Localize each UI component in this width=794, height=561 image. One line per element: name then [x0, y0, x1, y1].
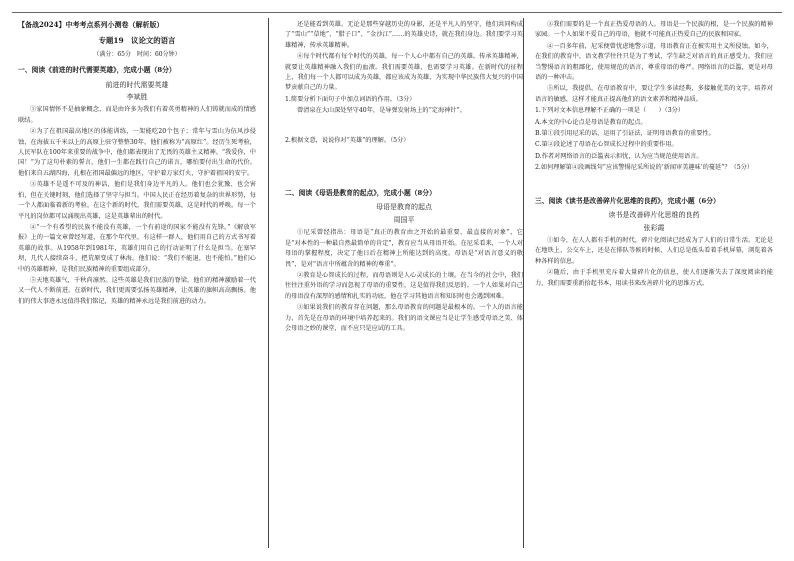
question-2: 2.根据文意，说说你对“英雄”的理解。（5分）	[285, 136, 410, 144]
question-2: 2.如何理解第④段画线句“应该警惕尼采所说的‘新闻审美趣味’的蔓延”？（5分）	[535, 164, 754, 172]
topic-title: 专题19 议论文的语言	[98, 36, 176, 46]
paragraph: ⑤天地英雄气，千秋尚凛然。这些英雄是我们民族的脊梁，他们的精神激励着一代又一代人不断前进。在新时代，我们更需要弘扬英雄精神，让英雄的旗帜高高飘扬。他们的伟大事迹永远值得我们铭记，英雄的精神永远是我们前进的动力。	[18, 276, 256, 305]
paragraph: ⑥每个时代都有每个时代的英雄，每一个人心中都有自己的英雄。传承英雄精神，就要让英雄精神融入我们的血液。我们需要英雄，也需要学习英雄。在新时代的征程上，我们每一个人都可以成为英雄，都应该成为英雄，为实现中华民族伟大复兴的中国梦贡献自己的力量。	[285, 53, 523, 92]
option-a: A.本文的中心论点是母语是教育的起点。	[535, 118, 647, 126]
paragraph: ①尼采曾经指出：母语是“真正的教育由之开始的最重要、最直接的对象”，它是“对本性的一种最自然最简单的肯定”，教育应当从母语开始。在尼采看来，一个人对母语的掌握程度，决定了他日后在精神上所能达到的高度。母语是“对语言意义的敬畏”，是对“语言中所蕴含的精神的尊重”。	[285, 229, 523, 268]
article-3-title: 读书是改善碎片化思维的良药	[608, 211, 700, 220]
question-1-sentence: 曾清泉在大山深处坚守40年，是导弹发射场上的“定海神针”。	[297, 107, 466, 115]
answer-space	[535, 175, 773, 193]
question-1: 1.简要分析下面句子中加点词语的作用。（3分）	[285, 95, 416, 103]
column-2	[285, 20, 523, 335]
article-1-title: 前进的时代需要英雄	[105, 80, 169, 89]
paragraph: ②教育是心智成长的过程，而母语则是人心灵成长的土壤。在当今的社会中，我们往往注重外语的学习而忽视了母语的重要性，这是值得我们反思的。一个人如果对自己的母语没有深厚的感情和扎实的功底，他在学习其他语言和知识时也会遇到困难。	[285, 271, 523, 300]
paragraph: ②为了在祖国最高地区的体能训练，一架能吃20个包子；常年与雪山为伍风沙侵蚀，在海拔五千米以上的高原上驻守整整30年，他们被称为“高原红”。经历生死考验，人民军队在100年来重要的战争中，他们都表现出了无畏的英雄主义精神。“我爱你，中国！”为了这句朴素的誓言，他们一生都在践行自己的诺言，哪怕要付出生命的代价。他们来自五湖四海，扎根在祖国最偏远的地区，守护着万家灯火，守护着祖国的安宁。	[18, 128, 256, 177]
article-3-author: 张彩霞	[643, 223, 665, 232]
section-2-heading: 二、阅读《母语是教育的起点》，完成小题（8分）	[285, 189, 436, 198]
section-3-heading: 三、阅读《读书是改善碎片化思维的良药》，完成小题（6分）	[535, 196, 720, 205]
paragraph: ③我们需要的是一个真正热爱母语的人。母语是一个民族的根，是一个民族的精神家园。一个人如果不爱自己的母语，他就不可能真正热爱自己的民族和国家。	[535, 21, 773, 39]
paragraph: ②随后，由于手机里充斥着大量碎片化的信息，使人们逐渐失去了深度阅读的能力，我们需要重新拾起书本，用读书来改善碎片化的思维方式。	[535, 269, 773, 287]
option-b: B.第①段引用尼采的话，运用了引证法，证明母语教育的重要性。	[535, 130, 715, 138]
document-header-title: 【备战2024】中考考点系列小测卷（解析版）	[18, 20, 164, 29]
article-2-author: 周国平	[393, 215, 415, 224]
paragraph: ③英雄不是遥不可及的神话，他们是我们身边平凡的人。他们也会犹豫、也会害怕，但在关键时刻，他们选择了坚守与担当。中国人民正在经历着复杂的世界形势，每一个人都面临着新的考验。在这个新的时代，我们需要英雄，这是时代的呼唤。每一个平凡的岗位都可以涌现出英雄，这是英雄辈出的时代。	[18, 181, 256, 220]
column-1	[18, 20, 256, 308]
article-2-title: 母语是教育的起点	[376, 203, 432, 212]
column-3	[535, 20, 773, 290]
paragraph: ⑤所以，我提倡，在母语教育中，要让学生多读经典，多接触优美的文字，培养对语言的敏感，这样才能真正提高他们的语文素养和精神品质。	[535, 85, 773, 103]
paragraph: ①如今，在人人都有手机的时代，碎片化阅读已经成为了人们的日常生活。无论是在地铁上、公交车上，还是在排队等候的时候，人们总是低头看着手机屏幕，浏览着各种各样的信息。	[535, 236, 773, 265]
paragraph: ③如果说我们的教育存在问题，那么母语教育的问题是最根本的。一个人的语言能力，首先是在母语的环境中培养起来的。我们的语文课应当是让学生感受母语之美、体会母语之妙的课堂，而不应只是应试的工具。	[285, 304, 523, 332]
paragraph: ①家国情怀不是抽象概念，而是由许多为我们有着英勇精神的人们铸就而成的情感联结。	[18, 106, 256, 124]
answer-space	[285, 118, 523, 136]
paragraph: ④“一个有希望的民族不能没有英雄，一个有前途的国家不能没有先锋。”《解放军报》上的一篇文章曾经写道，在那个年代里，有这样一群人，他们用自己的方式书写着英雄的故事。从1958年到1981年，英雄们用自己的行动证明了什么是担当。在塞罕坝，几代人接续奋斗，把荒原变成了林海。他们说：“我们不能退，也不能怕。”他们心中的英雄精神，是我们民族精神的重要组成部分。	[18, 223, 256, 273]
top-divider	[12, 12, 782, 13]
option-c: C.第②段论述了母语在心智成长过程中的重要作用。	[535, 141, 678, 149]
column-divider-left	[268, 18, 269, 548]
score-info: （满分：65分 时间：60分钟）	[93, 50, 181, 58]
column-divider-right	[523, 18, 524, 548]
answer-space	[285, 147, 523, 185]
article-1-author: 李斌胜	[126, 93, 148, 102]
paragraph: ④一百多年前，尼采便曾忧虑地警示道，母语教育正在被实用主义所侵蚀。如今，在我们的教育中，语文教学往往只是为了考试，学生缺乏对语言的真正感受力。我们应当警惕语言的粗鄙化，使用规范的语言，尊重母语的尊严。网络语言的泛滥，更是对母语的一种冲击。	[535, 42, 773, 82]
paragraph: 还是能看到英雄。无论是那些穿越历史的身影，还是平凡人的坚守，他们共同构成了“雪山”“草地”、“腊子口”、“金沙江”……的英雄史诗，就在我们身边。我们要学习英雄精神，传承英雄精神。	[285, 21, 523, 49]
question-1: 1.下列对文本信息理解不正确的一项是（ ）（3分）	[535, 107, 685, 115]
option-d: D.作者对网络语言的泛滥表示担忧，认为应当规范使用语言。	[535, 152, 703, 160]
section-1-heading: 一、阅读《前进的时代需要英雄》，完成小题（8分）	[18, 66, 176, 75]
